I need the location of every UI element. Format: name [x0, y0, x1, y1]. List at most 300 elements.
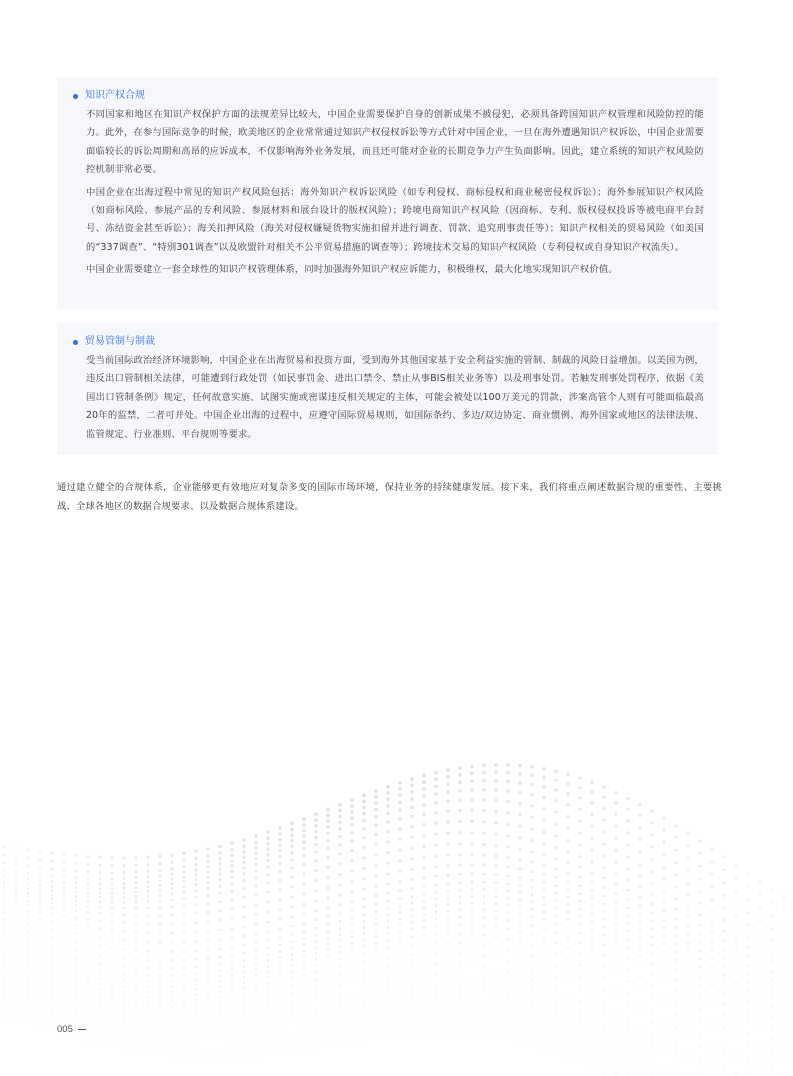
- wave-dot: [302, 817, 306, 821]
- wave-dot: [458, 781, 462, 785]
- wave-dot: [39, 884, 41, 886]
- wave-dot: [639, 937, 641, 939]
- wave-dot: [231, 961, 233, 963]
- wave-dot: [183, 995, 185, 997]
- wave-dot: [626, 797, 629, 800]
- wave-dot: [459, 986, 461, 988]
- wave-dot: [639, 1001, 641, 1003]
- wave-dot: [483, 967, 485, 969]
- wave-dot: [231, 989, 233, 991]
- wave-dot: [663, 1064, 665, 1066]
- wave-dot: [87, 961, 89, 963]
- wave-dot: [147, 900, 150, 903]
- wave-dot: [279, 918, 282, 921]
- wave-dot: [602, 819, 605, 822]
- wave-dot: [447, 963, 449, 965]
- wave-dot: [423, 926, 425, 928]
- wave-dot: [362, 836, 365, 839]
- wave-dot: [507, 994, 509, 996]
- wave-dot: [171, 887, 174, 890]
- wave-dot: [351, 982, 353, 984]
- wave-dot: [75, 854, 78, 857]
- wave-dot: [663, 890, 666, 893]
- wave-dot: [651, 903, 654, 906]
- wave-dot: [447, 974, 449, 976]
- wave-dot: [207, 965, 209, 967]
- wave-dot: [219, 997, 221, 999]
- wave-dot: [495, 917, 498, 920]
- wave-dot: [531, 893, 534, 896]
- wave-dot: [15, 1000, 17, 1002]
- wave-dot: [63, 1017, 65, 1019]
- wave-dot: [242, 856, 245, 859]
- wave-dot: [530, 783, 533, 786]
- wave-dot: [531, 915, 534, 918]
- wave-dot: [566, 803, 569, 806]
- wave-dot: [219, 980, 221, 982]
- wave-dot: [566, 782, 569, 785]
- wave-dot: [482, 854, 485, 857]
- wave-dot: [435, 963, 437, 965]
- wave-dot: [375, 1029, 377, 1031]
- wave-dot: [158, 855, 161, 858]
- wave-dot: [459, 902, 462, 905]
- wave-dot: [3, 901, 5, 903]
- wave-dot: [135, 901, 138, 904]
- wave-dot: [135, 931, 138, 934]
- wave-dot: [374, 864, 377, 867]
- wave-dot: [27, 940, 29, 942]
- wave-dot: [147, 1043, 149, 1045]
- wave-dot: [506, 823, 509, 826]
- wave-dot: [303, 922, 306, 925]
- wave-dot: [27, 931, 29, 933]
- wave-dot: [147, 1011, 149, 1013]
- wave-dot: [663, 1030, 665, 1032]
- wave-dot: [75, 950, 77, 952]
- wave-dot: [27, 883, 29, 885]
- wave-dot: [747, 885, 750, 888]
- wave-dot: [363, 970, 365, 972]
- wave-dot: [75, 887, 78, 890]
- wave-dot: [75, 895, 78, 898]
- wave-dot: [699, 933, 702, 936]
- wave-dot: [231, 983, 233, 985]
- wave-dot: [15, 871, 17, 873]
- wave-dot: [135, 1041, 137, 1043]
- wave-dot: [723, 1052, 725, 1054]
- wave-dot: [639, 875, 642, 878]
- wave-dot: [303, 903, 306, 906]
- wave-dot: [278, 838, 282, 842]
- wave-dot: [195, 989, 197, 991]
- wave-dot: [410, 858, 413, 861]
- wave-dot: [123, 877, 126, 880]
- wave-dot: [339, 927, 342, 930]
- wave-dot: [39, 918, 41, 920]
- wave-dot: [639, 896, 642, 899]
- wave-dot: [675, 968, 677, 970]
- wave-dot: [314, 851, 317, 854]
- wave-dot: [362, 819, 366, 823]
- wave-dot: [506, 789, 509, 792]
- wave-dot: [651, 882, 654, 885]
- wave-dot: [63, 922, 65, 924]
- wave-dot: [279, 898, 282, 901]
- wave-dot: [291, 953, 294, 956]
- wave-dot: [39, 959, 41, 961]
- wave-dot: [218, 878, 221, 881]
- wave-dot: [506, 834, 509, 837]
- wave-dot: [651, 1034, 653, 1036]
- wave-dot: [663, 1018, 665, 1020]
- wave-dot: [255, 973, 257, 975]
- wave-dot: [63, 971, 65, 973]
- wave-dot: [483, 895, 486, 898]
- wave-dot: [531, 870, 534, 873]
- wave-dot: [27, 849, 30, 852]
- wave-dot: [699, 1046, 701, 1048]
- wave-dot: [494, 779, 498, 783]
- wave-dot: [675, 950, 677, 952]
- wave-dot: [627, 992, 629, 994]
- wave-dot: [183, 980, 185, 982]
- wave-dot: [506, 811, 509, 814]
- wave-dot: [123, 1015, 125, 1017]
- wave-dot: [291, 964, 293, 966]
- wave-dot: [111, 998, 113, 1000]
- wave-dot: [518, 764, 522, 768]
- wave-dot: [651, 912, 654, 915]
- wave-dot: [87, 976, 89, 978]
- wave-dot: [278, 855, 281, 858]
- wave-dot: [422, 845, 425, 848]
- wave-dot: [15, 877, 17, 879]
- wave-dot: [39, 984, 41, 986]
- wave-dot: [254, 834, 258, 838]
- wave-dot: [615, 1042, 617, 1044]
- wave-dot: [735, 1062, 737, 1064]
- wave-dot: [183, 941, 186, 944]
- wave-dot: [135, 991, 137, 993]
- wave-dot: [291, 959, 293, 961]
- wave-dot: [15, 929, 17, 931]
- wave-dot: [63, 881, 66, 884]
- wave-dot: [279, 1013, 281, 1015]
- wave-dot: [219, 1019, 221, 1021]
- wave-dot: [183, 959, 185, 961]
- wave-dot: [159, 1027, 161, 1029]
- wave-dot: [3, 886, 5, 888]
- wave-dot: [327, 943, 330, 946]
- wave-dot: [3, 897, 5, 899]
- wave-dot: [566, 815, 569, 818]
- wave-dot: [243, 915, 246, 918]
- wave-dot: [627, 844, 630, 847]
- wave-dot: [639, 955, 641, 957]
- wave-dot: [555, 932, 557, 934]
- wave-dot: [339, 1005, 341, 1007]
- wave-dot: [3, 881, 5, 883]
- wave-dot: [446, 768, 450, 772]
- wave-dot: [39, 926, 41, 928]
- wave-dot: [387, 933, 389, 935]
- wave-dot: [27, 956, 29, 958]
- wave-dot: [87, 926, 89, 928]
- wave-dot: [711, 886, 714, 889]
- wave-dot: [231, 1048, 233, 1050]
- wave-dot: [519, 1008, 521, 1010]
- wave-dot: [351, 1023, 353, 1025]
- wave-dot: [446, 782, 450, 786]
- wave-dot: [314, 812, 318, 816]
- wave-dot: [495, 1002, 497, 1004]
- wave-dot: [591, 920, 594, 923]
- wave-dot: [543, 960, 545, 962]
- wave-dot: [531, 944, 533, 946]
- wave-dot: [554, 779, 557, 782]
- wave-dot: [411, 1025, 413, 1027]
- wave-dot: [447, 1024, 449, 1026]
- wave-dot: [51, 852, 54, 855]
- wave-dot: [326, 847, 329, 850]
- wave-dot: [75, 870, 78, 873]
- wave-dot: [51, 1030, 53, 1032]
- wave-dot: [375, 958, 377, 960]
- wave-dot: [543, 937, 545, 939]
- wave-dot: [518, 858, 521, 861]
- wave-dot: [147, 895, 150, 898]
- wave-dot: [39, 942, 41, 944]
- wave-dot: [554, 846, 557, 849]
- wave-dot: [422, 780, 426, 784]
- wave-dot: [327, 906, 330, 909]
- wave-dot: [783, 896, 785, 898]
- wave-dot: [291, 977, 293, 979]
- wave-dot: [506, 771, 510, 775]
- wave-dot: [399, 986, 401, 988]
- wave-dot: [87, 969, 89, 971]
- wave-dot: [735, 864, 738, 867]
- ip-compliance-section: [57, 77, 718, 309]
- wave-dot: [27, 904, 29, 906]
- wave-dot: [231, 1010, 233, 1012]
- wave-dot: [723, 868, 726, 871]
- wave-dot: [554, 823, 557, 826]
- wave-dot: [603, 944, 605, 946]
- wave-dot: [135, 1024, 137, 1026]
- wave-dot: [663, 1005, 665, 1007]
- wave-dot: [363, 1022, 365, 1024]
- wave-dot: [207, 1029, 209, 1031]
- wave-dot: [410, 783, 414, 787]
- wave-dot: [375, 910, 378, 913]
- wave-dot: [63, 988, 65, 990]
- wave-dot: [423, 900, 426, 903]
- wave-dot: [458, 853, 461, 856]
- wave-dot: [711, 1005, 713, 1007]
- wave-dot: [627, 868, 630, 871]
- wave-dot: [518, 781, 521, 784]
- wave-dot: [578, 776, 581, 779]
- wave-dot: [711, 899, 714, 902]
- wave-dot: [447, 933, 449, 935]
- wave-dot: [279, 973, 281, 975]
- wave-dot: [399, 1017, 401, 1019]
- wave-dot: [675, 959, 677, 961]
- wave-dot: [699, 840, 702, 843]
- wave-dot: [771, 980, 773, 982]
- wave-dot: [123, 907, 126, 910]
- wave-dot: [579, 988, 581, 990]
- wave-dot: [87, 887, 90, 890]
- wave-dot: [111, 887, 114, 890]
- wave-dot: [483, 902, 486, 905]
- wave-dot: [242, 866, 245, 869]
- wave-dot: [315, 946, 318, 949]
- wave-dot: [759, 981, 761, 983]
- wave-dot: [171, 922, 174, 925]
- wave-dot: [471, 976, 473, 978]
- wave-dot: [434, 792, 438, 796]
- wave-dot: [590, 813, 593, 816]
- wave-dot: [566, 773, 569, 776]
- wave-dot: [15, 995, 17, 997]
- wave-dot: [218, 885, 221, 888]
- wave-dot: [51, 860, 54, 863]
- wave-dot: [495, 902, 498, 905]
- wave-dot: [567, 947, 569, 949]
- wave-dot: [39, 1005, 41, 1007]
- wave-dot: [158, 869, 161, 872]
- wave-dot: [171, 974, 173, 976]
- wave-dot: [39, 859, 42, 862]
- wave-dot: [459, 964, 461, 966]
- wave-dot: [171, 995, 173, 997]
- wave-dot: [351, 1013, 353, 1015]
- wave-dot: [530, 804, 533, 807]
- wave-dot: [302, 823, 306, 827]
- wave-dot: [530, 793, 533, 796]
- wave-dot: [675, 942, 677, 944]
- wave-dot: [267, 965, 269, 967]
- wave-dot: [374, 875, 377, 878]
- wave-dot: [159, 1019, 161, 1021]
- wave-dot: [111, 1037, 113, 1039]
- wave-dot: [99, 1034, 101, 1036]
- wave-dot: [254, 846, 257, 849]
- wave-dot: [783, 1004, 785, 1006]
- wave-dot: [578, 808, 581, 811]
- wave-dot: [111, 929, 113, 931]
- wave-dot: [39, 1011, 41, 1013]
- wave-dot: [507, 919, 509, 921]
- wave-dot: [170, 867, 173, 870]
- wave-dot: [434, 844, 437, 847]
- wave-dot: [735, 948, 737, 950]
- wave-dot: [602, 843, 605, 846]
- wave-dot: [495, 980, 497, 982]
- wave-dot: [255, 956, 258, 959]
- trade-control-heading: [73, 335, 704, 349]
- wave-dot: [111, 1028, 113, 1030]
- wave-dot: [578, 832, 581, 835]
- wave-dot: [651, 920, 654, 923]
- wave-dot: [243, 944, 246, 947]
- wave-dot: [603, 977, 605, 979]
- wave-dot: [339, 1025, 341, 1027]
- wave-dot: [783, 1047, 785, 1049]
- wave-dot: [471, 943, 473, 945]
- wave-dot: [291, 1032, 293, 1034]
- wave-dot: [267, 939, 270, 942]
- wave-dot: [315, 1029, 317, 1031]
- wave-dot: [182, 876, 185, 879]
- wave-dot: [315, 1019, 317, 1021]
- wave-dot: [399, 1026, 401, 1028]
- wave-dot: [458, 799, 461, 802]
- wave-dot: [542, 807, 545, 810]
- wave-dot: [219, 909, 222, 912]
- wave-dot: [483, 925, 485, 927]
- wave-dot: [687, 958, 689, 960]
- wave-dot: [206, 876, 209, 879]
- wave-dot: [627, 898, 630, 901]
- wave-dot: [699, 852, 702, 855]
- wave-dot: [207, 939, 210, 942]
- wave-dot: [699, 865, 702, 868]
- wave-dot: [339, 951, 341, 953]
- wave-dot: [123, 1009, 125, 1011]
- wave-dot: [123, 980, 125, 982]
- wave-dot: [111, 907, 114, 910]
- wave-dot: [699, 890, 702, 893]
- wave-dot: [723, 983, 725, 985]
- wave-dot: [447, 917, 450, 920]
- wave-dot: [663, 960, 665, 962]
- wave-dot: [303, 1040, 305, 1042]
- wave-dot: [75, 916, 77, 918]
- wave-dot: [279, 967, 281, 969]
- wave-dot: [447, 874, 450, 877]
- wave-dot: [579, 855, 582, 858]
- wave-dot: [75, 974, 77, 976]
- wave-dot: [459, 933, 461, 935]
- wave-dot: [531, 886, 534, 889]
- wave-dot: [291, 1051, 293, 1053]
- wave-dot: [87, 877, 90, 880]
- wave-dot: [63, 890, 65, 892]
- wave-dot: [363, 897, 366, 900]
- wave-dot: [626, 808, 629, 811]
- wave-dot: [663, 910, 666, 913]
- wave-dot: [602, 831, 605, 834]
- wave-dot: [75, 985, 77, 987]
- wave-dot: [15, 991, 17, 993]
- wave-dot: [51, 990, 53, 992]
- wave-dot: [543, 1006, 545, 1008]
- wave-dot: [410, 777, 414, 781]
- wave-dot: [266, 830, 270, 834]
- wave-dot: [410, 825, 413, 828]
- wave-dot: [603, 895, 606, 898]
- wave-dot: [459, 909, 462, 912]
- wave-dot: [398, 870, 401, 873]
- wave-dot: [723, 974, 725, 976]
- wave-dot: [254, 857, 257, 860]
- wave-dot: [231, 978, 233, 980]
- wave-dot: [351, 1033, 353, 1035]
